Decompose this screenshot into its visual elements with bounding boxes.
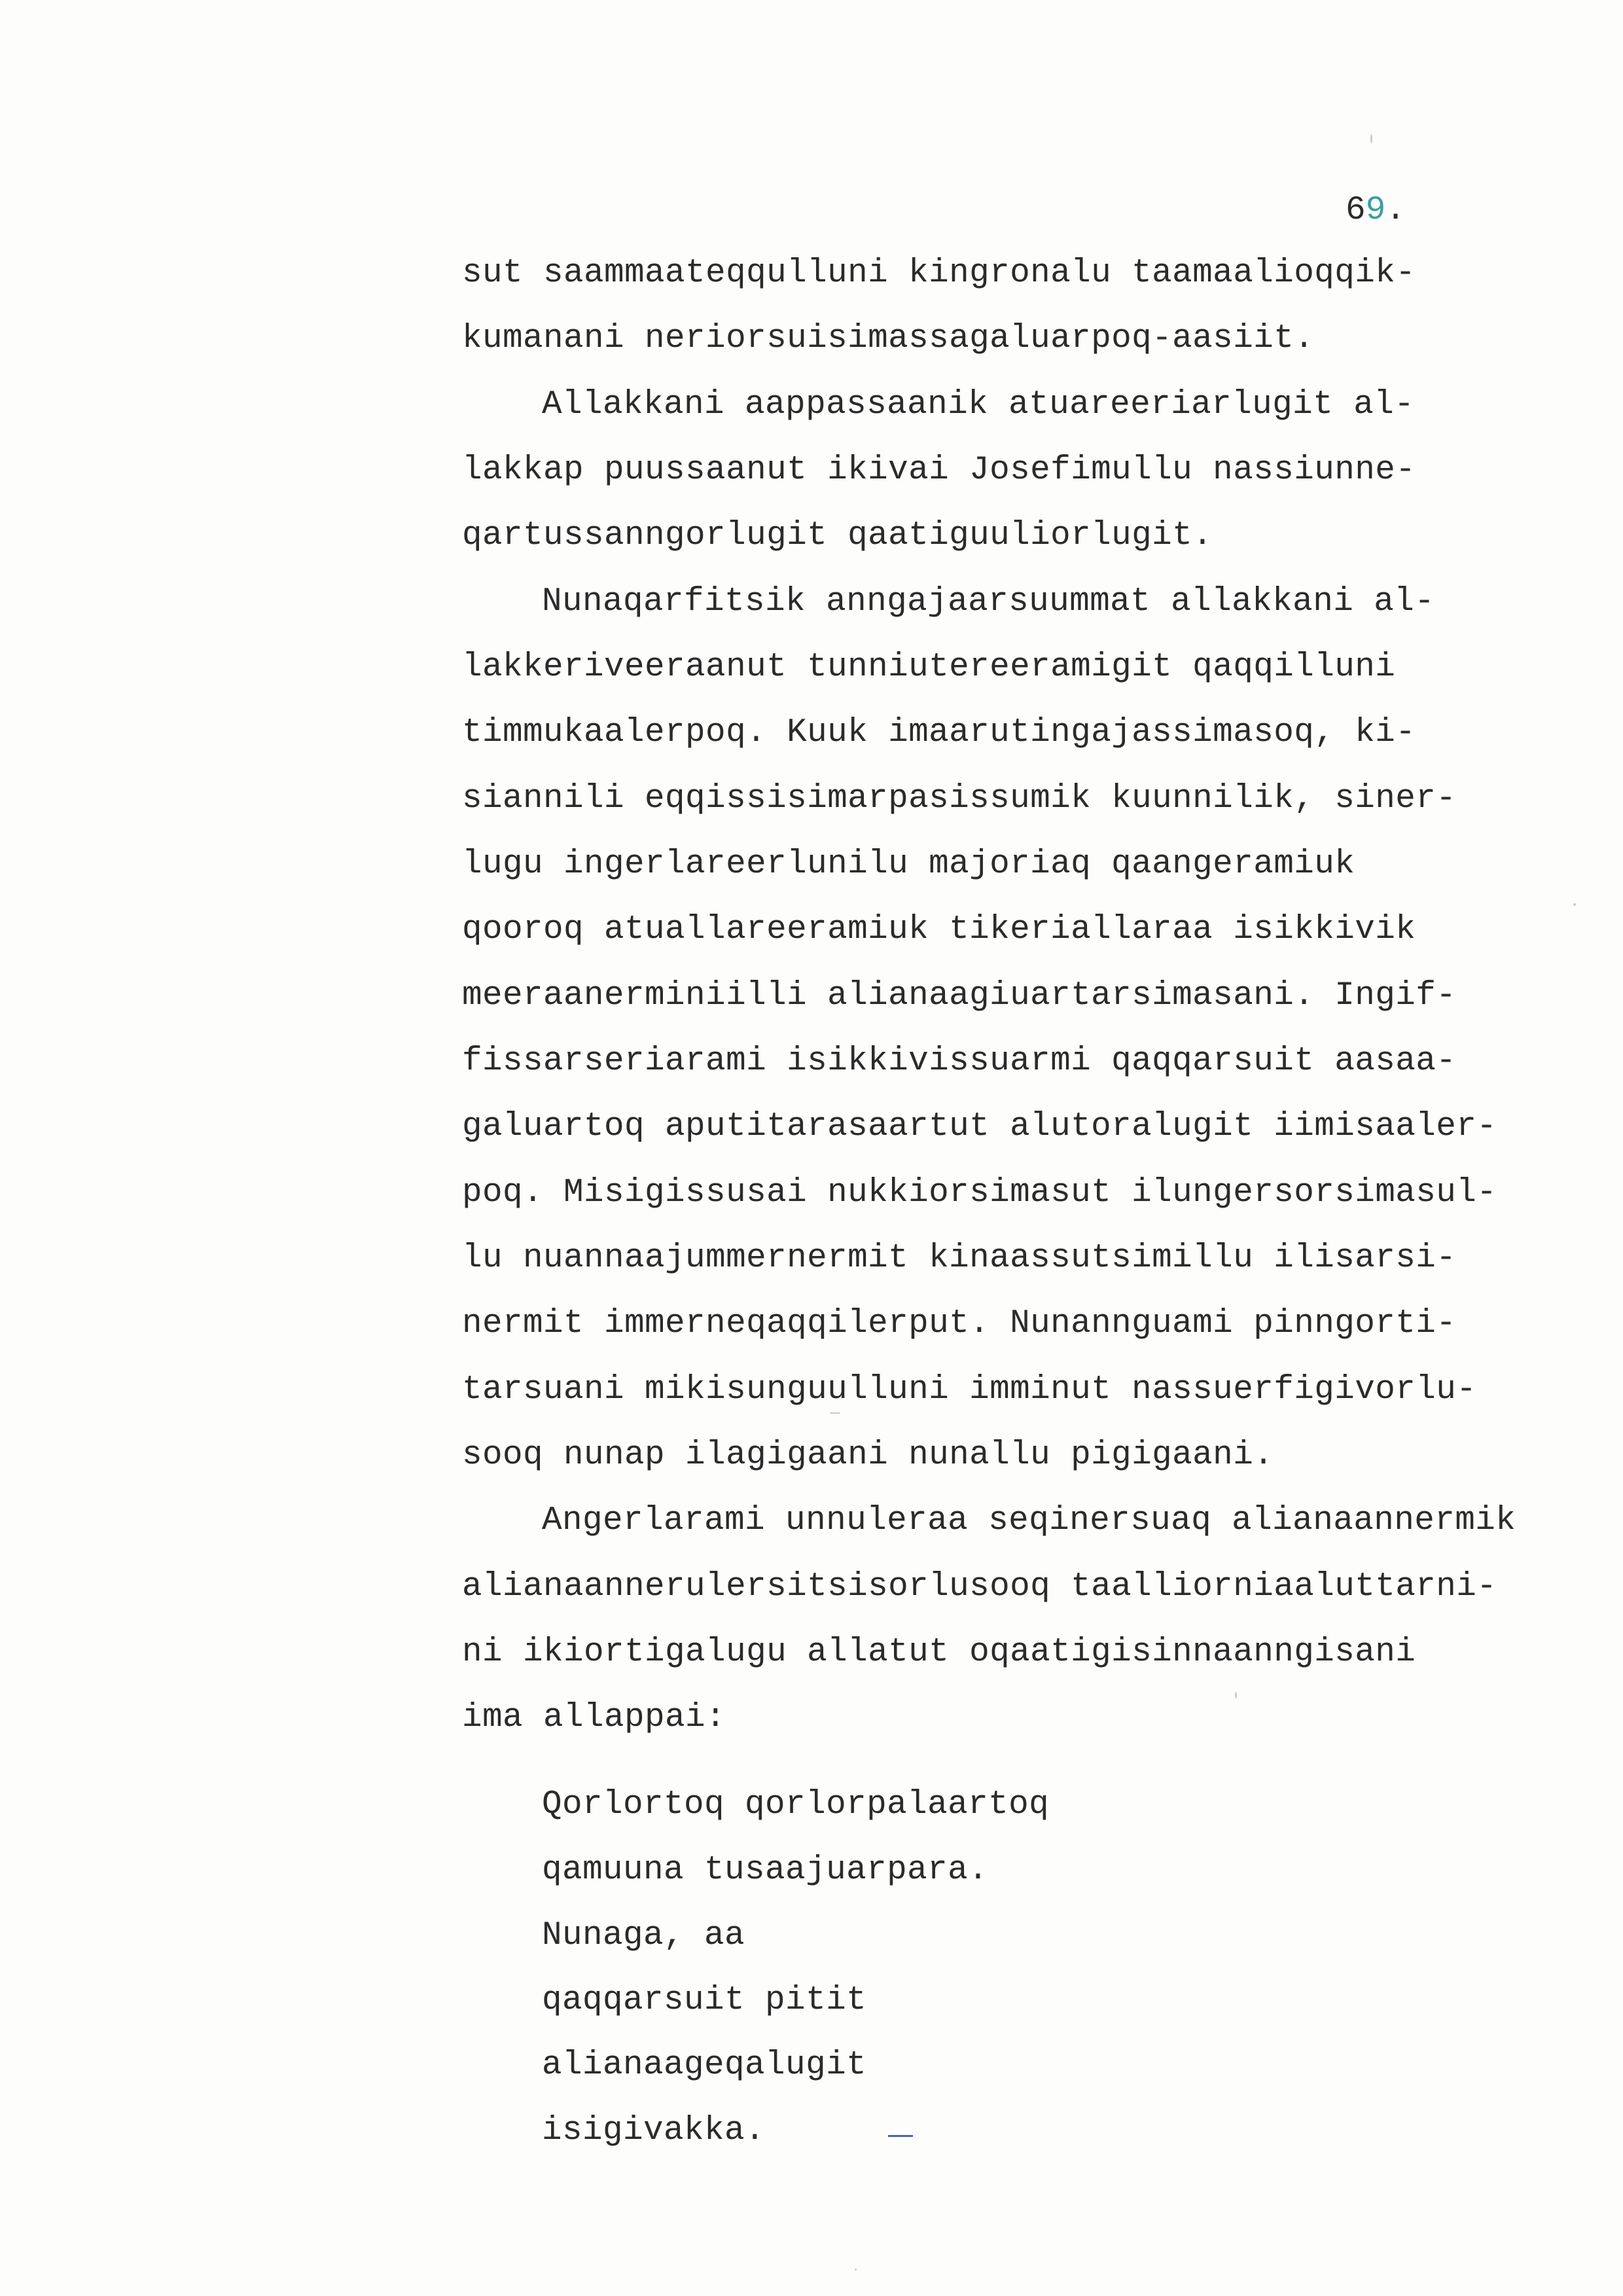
text-line: sut saammaateqqulluni kingronalu taamaalioqqik- [462, 255, 1416, 292]
blue-pen-mark [888, 2135, 913, 2137]
text-line: kumanani neriorsuisimassagaluarpoq-aasiit. [462, 320, 1315, 357]
text-line: qooroq atuallareeramiuk tikeriallaraa isikkivik [462, 911, 1416, 948]
text-line: Nunaqarfitsik anngajaarsuummat allakkani al- [542, 583, 1435, 620]
text-line: galuartoq aputitarasaartut alutoralugit iimisaaler- [462, 1108, 1497, 1145]
text-line: lakkap puussaanut ikivai Josefimullu nassiunne- [462, 452, 1416, 489]
page-number-main: 6 [1346, 192, 1366, 229]
poem-line: alianaageqalugit [542, 2047, 867, 2084]
poem-line: qaqqarsuit pitit [542, 1982, 867, 2019]
page-number-overwrite: 9 [1365, 192, 1386, 229]
text-line: lakkeriveeraanut tunniutereeramigit qaqqilluni [462, 649, 1396, 686]
scan-speck [1573, 903, 1576, 906]
poem-line: isigivakka. [542, 2112, 766, 2149]
text-line: timmukaalerpoq. Kuuk imaarutingajassimasoq, ki- [462, 714, 1416, 751]
poem-line: Qorlortoq qorlorpalaartoq [542, 1786, 1050, 1823]
text-line: meeraanerminiilli alianaagiuartarsimasani. Ingif- [462, 977, 1457, 1014]
text-line: alianaannerulersitsisorlusooq taalliorniaaluttarni- [462, 1568, 1497, 1605]
text-line: nermit immerneqaqqilerput. Nunannguami pinngorti- [462, 1305, 1457, 1342]
text-line: lugu ingerlareerlunilu majoriaq qaangeramiuk [462, 846, 1355, 883]
page-number [1346, 190, 1406, 232]
text-line: siannili eqqissisimarpasissumik kuunnilik, siner- [462, 780, 1457, 817]
text-line: lu nuannaajummernermit kinaassutsimillu ilisarsi- [462, 1240, 1457, 1277]
scan-speck [1370, 134, 1372, 143]
text-line: ima allappai: [462, 1699, 726, 1736]
text-line: sooq nunap ilagigaani nunallu pigigaani. [462, 1437, 1274, 1474]
poem-line: Nunaga, aa [542, 1917, 745, 1954]
text-line: Angerlarami unnuleraa seqinersuaq alianaannermik [542, 1502, 1516, 1539]
text-line: qartussanngorlugit qaatiguuliorlugit. [462, 517, 1213, 554]
scan-speck [1235, 1692, 1237, 1698]
scan-speck [830, 1412, 840, 1414]
scan-speck [855, 2269, 857, 2270]
text-line: tarsuani mikisunguulluni imminut nassuerfigivorlu- [462, 1371, 1477, 1408]
text-line: fissarseriarami isikkivissuarmi qaqqarsuit aasaa- [462, 1043, 1457, 1080]
text-line: poq. Misigissusai nukkiorsimasut ilungersorsimasul- [462, 1174, 1497, 1211]
text-line: ni ikiortigalugu allatut oqaatigisinnaanngisani [462, 1634, 1416, 1671]
text-line: Allakkani aappassaanik atuareeriarlugit al- [542, 386, 1415, 423]
page-number-suffix: . [1385, 192, 1406, 229]
poem-line: qamuuna tusaajuarpara. [542, 1852, 989, 1889]
